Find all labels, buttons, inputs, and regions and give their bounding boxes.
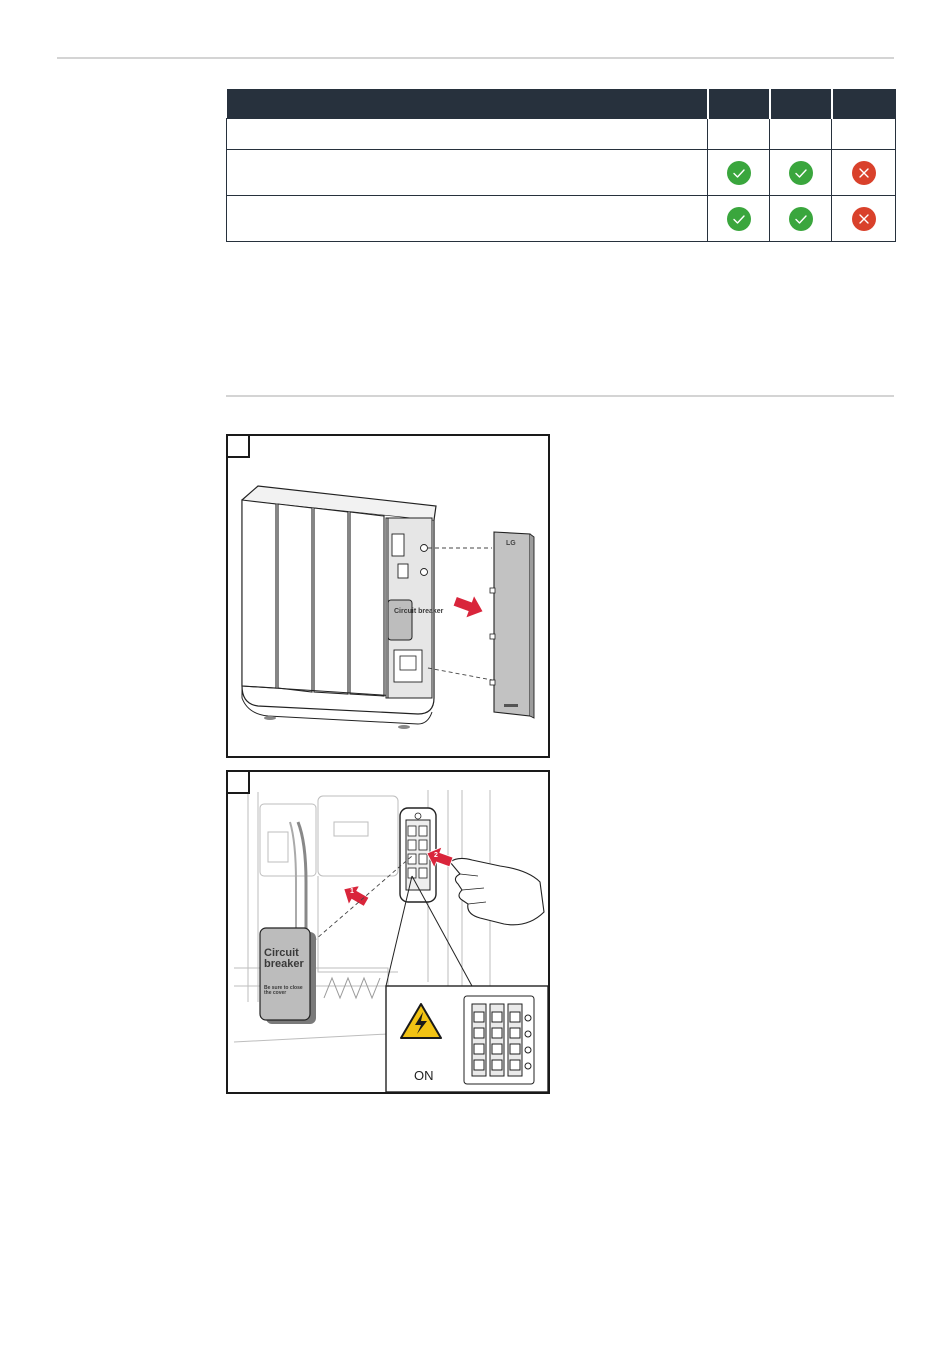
status-cell bbox=[770, 150, 832, 196]
cross-icon bbox=[852, 207, 876, 231]
row-label-cell bbox=[227, 119, 708, 150]
row-label-cell bbox=[227, 196, 708, 242]
table-row bbox=[227, 150, 896, 196]
step-number-box bbox=[228, 436, 250, 458]
table-header-cell bbox=[832, 89, 896, 119]
check-icon bbox=[789, 207, 813, 231]
circuit-breaker-label: Circuit breaker bbox=[264, 947, 304, 970]
cover-logo: LG bbox=[506, 540, 516, 547]
status-cell bbox=[770, 119, 832, 150]
check-icon bbox=[727, 207, 751, 231]
top-rule bbox=[57, 57, 894, 59]
table-header-cell bbox=[770, 89, 832, 119]
status-cell bbox=[770, 196, 832, 242]
step-2-illustration bbox=[226, 770, 550, 1094]
table-row bbox=[227, 119, 896, 150]
arrow-number-2: 2 bbox=[434, 852, 438, 859]
step-number-box bbox=[228, 772, 250, 794]
cross-icon bbox=[852, 161, 876, 185]
battery-cabinet-drawing bbox=[228, 436, 548, 756]
close-cover-note: Be sure to close the cover bbox=[264, 985, 303, 996]
arrow-number-1: 1 bbox=[350, 888, 354, 895]
status-cell bbox=[832, 196, 896, 242]
status-cell bbox=[708, 196, 770, 242]
table-header-row bbox=[227, 89, 896, 119]
step-1-illustration bbox=[226, 434, 550, 758]
compatibility-table bbox=[226, 89, 896, 242]
status-cell bbox=[832, 119, 896, 150]
circuit-breaker-label: Circuit breaker bbox=[394, 608, 444, 615]
status-cell bbox=[708, 150, 770, 196]
on-label: ON bbox=[414, 1068, 434, 1083]
section-rule bbox=[226, 395, 894, 397]
row-label-cell bbox=[227, 150, 708, 196]
check-icon bbox=[727, 161, 751, 185]
table-header-cell bbox=[708, 89, 770, 119]
table-header-cell bbox=[227, 89, 708, 119]
status-cell bbox=[708, 119, 770, 150]
check-icon bbox=[789, 161, 813, 185]
table-row bbox=[227, 196, 896, 242]
status-cell bbox=[832, 150, 896, 196]
circuit-breaker-drawing bbox=[228, 772, 548, 1092]
